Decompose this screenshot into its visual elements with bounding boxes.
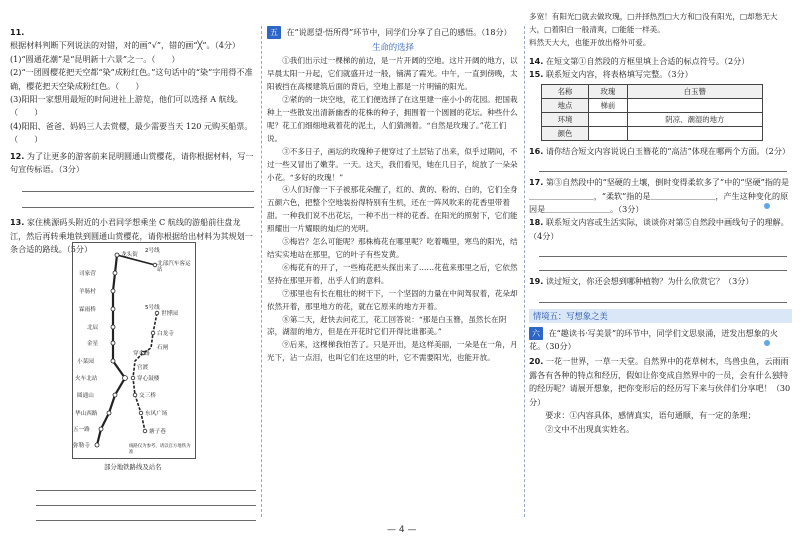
table-header: 玫瑰	[589, 84, 628, 98]
question-11-stem: 11. 根据材料判断下列说法的对错，对的画“√”，错的画“╳”。（4分）	[10, 27, 241, 51]
answer-area-q13[interactable]	[36, 478, 256, 521]
question-17: 17. 第③自然段中的“坚硬的土壤，倒时变得柔软多了”中的“坚硬”指的是＿＿＿＿＿＿＿＿，“柔软”指的是＿＿＿＿＿＿＿＿，产生这种变化的原因是＿＿＿＿＿＿＿＿。（3分）	[529, 177, 790, 215]
map-station: 北辰	[87, 325, 99, 331]
table-cell-answer[interactable]	[589, 112, 628, 126]
map-station: 小菜园	[77, 359, 94, 365]
article-continuation-2: 料然天大大，也能开放出格外可爱。	[529, 38, 651, 47]
map-line5-label: 5号线	[145, 305, 160, 311]
map-station: 白龙寺	[157, 331, 174, 337]
article-paragraph-9: ⑨后来，这棵梯我怕苦了。只是开出，是这样美丽，一朵是在一角，月光下，沾一点泪，也叫它们在这里的叶，它不需要阳光，也能开放。	[267, 340, 518, 363]
table-cell: 阴凉、潮湿的地方	[627, 112, 762, 126]
task-six-intro: 六 在“趣读书·写美景”的环节中，同学们文思泉涌，迸发出想象的火花。（30分）	[529, 327, 778, 352]
question-20-requirement-2: ②文中不出现真实姓名。	[545, 423, 635, 434]
table-cell-answer[interactable]	[627, 98, 762, 112]
map-station: 弥勒寺	[73, 443, 90, 449]
map-station: 五一路	[73, 427, 90, 433]
question-20: 20. 一花一世界，一草一天堂。自然界中的花草树木，鸟兽虫鱼，云雨雨露各有各种的特点和经历，假如让你变成自然界中的一员，会有什么独特的经历呢？请展开想象，把你变形后的经历写下来与伙伴们分享吧！（30分）	[529, 356, 791, 407]
article-paragraph-4: ④人们好像一下子被那花朵醒了，红的、黄的、粉的、白的，它们全身五颜六色，把整个空地装扮得特别有生机，还在一阵风吹来的花香里带着甜。一种我们说不出花坛，一种不出一样的花香。在阳光的照射下，它们能照耀出一片耀眼的灿烂的光明。	[267, 185, 518, 234]
question-11-item-4: (4)阳阳、爸爸、妈妈三人去赏樱，最少需要当天 120 元购买船票。（ ）	[10, 120, 253, 145]
map-line2-label: 2号线	[145, 248, 160, 254]
question-12-stem: 12. 为了让更多的游客前来昆明圆通山赏樱花，请你根据材料，写一句宣传标语。（3分）	[10, 150, 254, 175]
answer-line-q18-1[interactable]	[539, 243, 787, 257]
map-station: 羊肠村	[79, 289, 96, 295]
answer-line-q12-1[interactable]	[22, 178, 254, 192]
map-station: 龙头街	[121, 252, 138, 258]
map-station: 塘子巷	[149, 429, 166, 435]
column-divider-right	[524, 26, 525, 517]
map-station: 石闸	[157, 345, 169, 351]
answer-line-q16[interactable]	[539, 158, 787, 172]
map-station: 世博园	[161, 311, 178, 317]
question-11-item-2: (2)“一团圆樱花把天空都“染”成粉红色。”这句话中的“染”字用得不准确，樱花把天空染成粉红色。（ ）	[10, 67, 253, 91]
article-paragraph-7: ⑦那里也有长在粗壮的树干下，一个坚固的力量在中间驾驭着，花朵却依然开着，那里地方的花，就在它原来的地方开着。	[267, 288, 518, 311]
answer-line-q13-2[interactable]	[36, 491, 256, 506]
answer-line-q19[interactable]	[539, 289, 787, 303]
answer-line-q13-1[interactable]	[36, 478, 256, 491]
article-paragraph-6: ⑥梅花有的开了，一些梅花把头探出来了……花苞来那里之后，它依然坚持在那里开着，出乎人们的意料。	[267, 262, 518, 285]
section-heading: 情境五：写想象之美	[529, 309, 792, 323]
map-station: 司家营	[79, 271, 96, 277]
map-station: 霖雨桥	[79, 307, 96, 313]
table-cell-answer[interactable]	[589, 126, 628, 140]
article-continuation: 多宽！有阳光□就去做玫瑰，□并择热烈□大方和□没有阳光，□却愁无大大，□着阳白一般清爽，□能能一样美。	[529, 12, 778, 34]
map-station: 穿金路	[133, 351, 150, 357]
map-station: 交三桥	[139, 393, 156, 399]
question-18: 18. 联系短文内容或生活实际，谈谈你对第⑤自然段中画线句子的理解。（4分）	[529, 217, 789, 241]
comparison-table	[541, 84, 763, 141]
question-20-requirements: 要求：①内容具体，感情真实，语句通顺，有一定的条理；	[545, 410, 756, 421]
answer-line-q12-2[interactable]	[22, 194, 254, 208]
question-16: 16. 请你结合短文内容说说白玉簪花的“高洁”体现在哪两个方面。（2分）	[529, 145, 791, 156]
map-station: 火车北站	[75, 376, 98, 382]
task-five-intro: 五 在“说愿望·悟所得”环节中，同学们分享了自己的感悟。（18分）	[267, 26, 519, 39]
page-number: — 4 —	[387, 525, 417, 535]
question-11-item-3: (3)阳阳一家想用最短的时间进社上游览，他们可以选择 A 航线。（ ）	[10, 94, 243, 118]
map-station: 华山西路	[75, 411, 98, 417]
table-cell-answer[interactable]	[627, 126, 762, 140]
question-14: 14. 在短文第①自然段的方框里填上合适的标点符号。（2分）	[529, 56, 750, 66]
article-paragraph-1: ①我们出示过一棵梯的前边，是一片开阔的空地。这片开阔的地方，以早晨太阳一升起，它们就盛开过一般，铺满了霞光。中午，一直到傍晚，太阳被挡在高楼建筑后面的背后，空地上都是一片明铺的阳光。	[267, 56, 518, 92]
table-cell: 梯前	[589, 98, 628, 112]
question-15: 15. 联系短文内容，将表格填写完整。（3分）	[529, 69, 693, 80]
map-station: 金星	[87, 341, 99, 347]
article-paragraph-8: ⑧第二天，赶快去问花工，花工回答说：“那是白玉簪，虽然长在阴凉，湖湿的地方，但是在开花时它们开得比谁都美。”	[267, 314, 507, 337]
table-row-label: 颜色	[542, 126, 589, 140]
answer-line-q13-3[interactable]	[36, 506, 256, 521]
map-note: 线路仅为参考，请以官方地铁为准	[129, 444, 191, 455]
question-19: 19. 读过短文，你还会想到哪种植物？为什么欣赏它？（3分）	[529, 276, 754, 287]
article-paragraph-2: ②紧的的一块空地，花工们便选择了在这里建一座小小的花园。把国栽种上一些散发出清新幽香的花株的种子，拥围着一个圆圆的花坛。种些什么呢？花工们细细地栽着花的泥土，人们猜测着。“自然是玫瑰了。”花工们说。	[267, 95, 518, 143]
metro-map	[72, 242, 196, 459]
article-title: 生命的选择	[372, 42, 414, 53]
article-paragraph-5: ⑤梅岩？怎么可能呢？那株梅花在哪里呢？吃着嘴里，寒鸟的阳光，结结实实地站在那里，它的叶子有些发黄。	[267, 237, 518, 259]
table-row-label: 地点	[542, 98, 589, 112]
map-station: 圆通山	[77, 393, 94, 399]
task-six-tag: 六	[529, 327, 543, 340]
map-station: 官渡	[137, 365, 149, 371]
answer-line-q18-2[interactable]	[539, 257, 787, 271]
table-row-label: 环境	[542, 112, 589, 126]
map-station: 北部汽车客运站	[157, 261, 191, 273]
map-station: 东风广场	[145, 411, 168, 417]
column-right	[529, 10, 792, 533]
task-five-tag: 五	[267, 26, 281, 39]
margin-dot-icon	[764, 203, 770, 209]
question-13-stem: 13. 家住桃源码头附近的小君同学想乘坐 C 航线的游船前往盘龙江，然后再转乘地铁到圆通山赏樱花，请你根据给出材料为其规划一条合适的路线。（5分）	[10, 217, 253, 255]
column-divider-left	[261, 26, 262, 517]
table-header: 名称	[542, 84, 589, 98]
margin-dot-icon	[764, 340, 770, 346]
article-paragraph-3: ③不多日子，画坛的玫瑰种子便穿过了土层钻了出来，似乎过期间，不过一些又冒出了嫩芽。一天。这天，我们看见，她在几日子，绽放了一朵朵小花。“多好的玫瑰！”	[267, 146, 518, 182]
map-caption: 部分地铁路线及站名	[104, 463, 162, 471]
column-middle	[267, 26, 519, 533]
map-station: 穿心鼓楼	[137, 376, 160, 382]
question-11-item-1: (1)“圆通花潮”是“昆明新十六景”之一。（ ）	[10, 53, 180, 64]
table-header: 白玉簪	[627, 84, 762, 98]
